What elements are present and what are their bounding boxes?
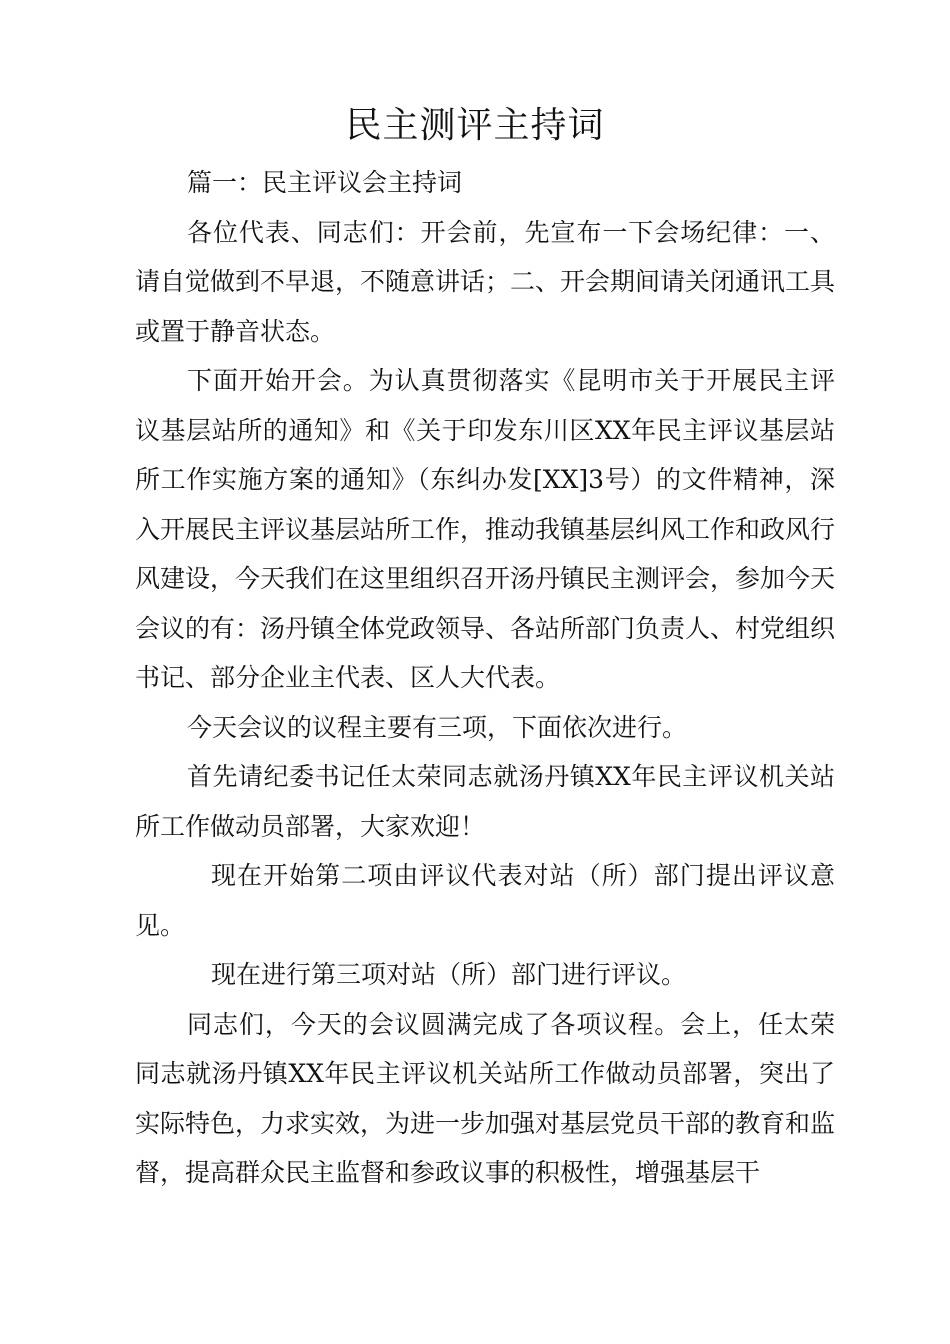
paragraph-item-two: 现在开始第二项由评议代表对站（所）部门提出评议意见。 <box>135 861 835 940</box>
paragraph-summary: 同志们，今天的会议圆满完成了各项议程。会上，任太荣同志就汤丹镇XX年民主评议机关站所工作做动员部署，突出了实际特色，力求实效，为进一步加强对基层党员干部的教育和监督，提高群众民主监督和参政议事的积极性，增强基层干 <box>135 1009 836 1187</box>
paragraph-item-three: 现在进行第三项对站（所）部门进行评议。 <box>211 960 687 989</box>
paragraph-agenda: 今天会议的议程主要有三项，下面依次进行。 <box>187 712 688 742</box>
paragraph-item-one: 首先请纪委书记任太荣同志就汤丹镇XX年民主评议机关站所工作做动员部署，大家欢迎！ <box>135 762 835 841</box>
document-body <box>135 158 835 1198</box>
paragraph-meeting-rules: 各位代表、同志们：开会前，先宣布一下会场纪律：一、请自觉做到不早退，不随意讲话；二、开会期间请关闭通讯工具或置于静音状态。 <box>135 217 836 346</box>
paragraph-meeting-opening: 下面开始开会。为认真贯彻落实《昆明市关于开展民主评议基层站所的通知》和《关于印发东川区XX年民主评议基层站所工作实施方案的通知》（东纠办发[XX]3号）的文件精神，深入开展民主评议基层站所工作，推动我镇基层纠风工作和政风行风建设，今天我们在这里组织召开汤丹镇民主测评会，参加今天会议的有：汤丹镇全体党政领导、各站所部门负责人、村党组织书记、部分企业主代表、区人大代表。 <box>135 366 836 692</box>
document-title: 民主测评主持词 <box>345 105 605 146</box>
section-heading: 篇一：民主评议会主持词 <box>187 168 463 197</box>
